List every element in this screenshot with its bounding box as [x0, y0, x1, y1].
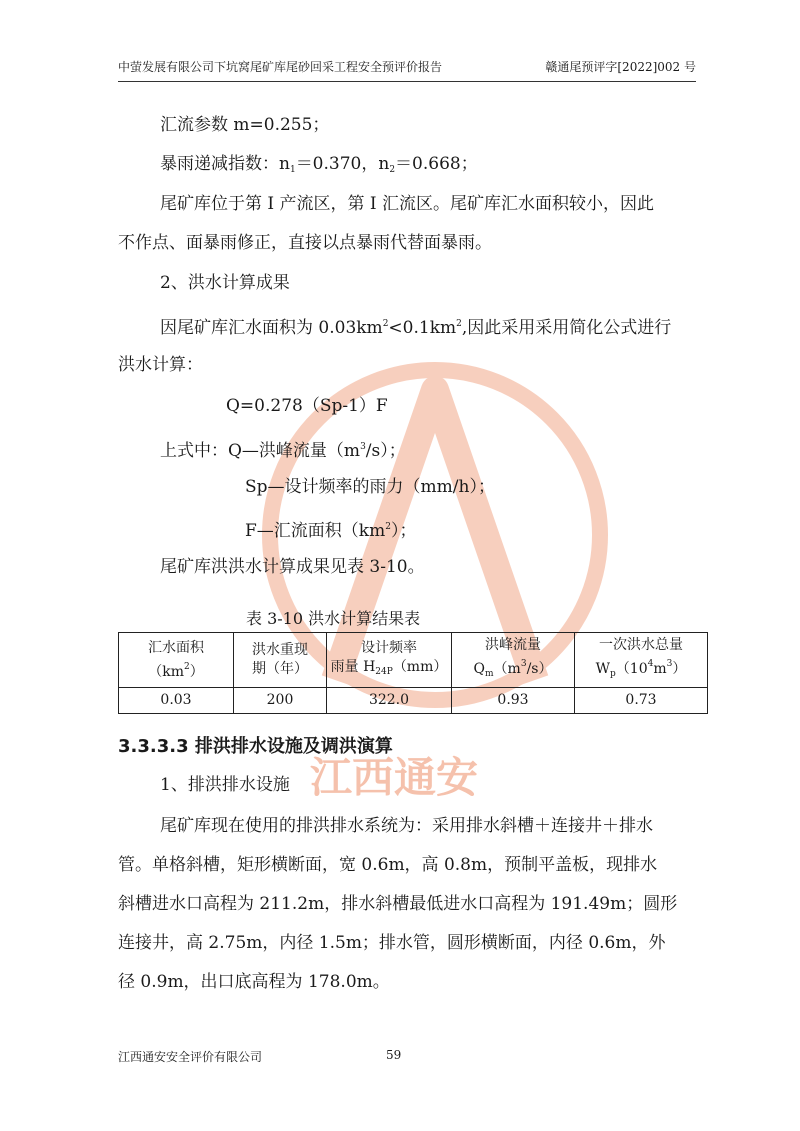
- page-header: [118, 58, 696, 82]
- table-cell: 0.93: [452, 688, 575, 714]
- flood-result-table: [118, 632, 708, 714]
- paragraph: 尾矿库洪洪水计算成果见表 3-10。: [160, 557, 425, 577]
- paragraph: 斜槽进水口高程为 211.2m，排水斜槽最低进水口高程为 191.49m；圆形: [118, 894, 678, 914]
- definition: Sp—设计频率的雨力（mm/h）；: [245, 477, 495, 497]
- paragraph: 管。单格斜槽，矩形横断面，宽 0.6m，高 0.8m，预制平盖板，现排水: [118, 855, 658, 875]
- table-header-cell: 设计频率 雨量 $H_{24P}(mm)$: [327, 633, 452, 688]
- table-header-row: [119, 633, 708, 688]
- paragraph: 洪水计算：: [118, 355, 203, 375]
- table-caption: 表 3-10 洪水计算结果表: [246, 609, 421, 628]
- paragraph: 尾矿库位于第 I 产流区，第 I 汇流区。尾矿库汇水面积较小，因此: [160, 194, 655, 214]
- section-heading: 3.3.3.3 排洪排水设施及调洪演算: [118, 736, 393, 757]
- header-right: 赣通尾预评字[2022]002 号: [545, 60, 696, 74]
- table-header-cell: 洪水重现 期（年）: [234, 633, 327, 688]
- paragraph: 汇流参数 m=0.255；: [160, 115, 330, 135]
- paragraph: 不作点、面暴雨修正，直接以点暴雨代替面暴雨。: [118, 233, 492, 253]
- header-left: 中萤发展有限公司下坑窝尾矿库尾砂回采工程安全预评价报告: [118, 60, 443, 74]
- paragraph: 径 0.9m，出口底高程为 178.0m。: [118, 972, 390, 992]
- definition: F—汇流面积$(km^2)$；: [245, 521, 417, 541]
- watermark-text: 江西通安: [310, 753, 479, 802]
- definition: 上式中：Q—洪峰流量$(m^3/s)$；: [160, 441, 406, 461]
- table-cell: 0.03: [119, 688, 234, 714]
- table-cell: 0.73: [575, 688, 708, 714]
- paragraph: 2、洪水计算成果: [160, 273, 290, 293]
- paragraph: 尾矿库现在使用的排洪排水系统为：采用排水斜槽＋连接井＋排水: [160, 816, 653, 836]
- paragraph: 连接井，高 2.75m，内径 1.5m；排水管，圆形横断面，内径 0.6m，外: [118, 933, 666, 953]
- formula: Q=0.278（Sp-1）F: [226, 396, 388, 416]
- table-header-cell: 一次洪水总量 $W_p(10^4m^3)$: [575, 633, 708, 688]
- table-header-cell: 汇水面积 $(km^2)$: [119, 633, 234, 688]
- page-footer: [118, 1048, 708, 1065]
- table-header-cell: 洪峰流量 $Q_m(m^3/s)$: [452, 633, 575, 688]
- page-number: 59: [386, 1048, 402, 1062]
- paragraph: 因尾矿库汇水面积为 $0.03km^2<0.1km^2$,因此采用采用简化公式进行: [160, 318, 672, 338]
- table-row: [119, 688, 708, 714]
- table-cell: 322.0: [327, 688, 452, 714]
- table-cell: 200: [234, 688, 327, 714]
- paragraph: 1、排洪排水设施: [160, 775, 290, 795]
- paragraph: 暴雨递减指数：$n_1=0.370$，$n_2=0.668$；: [160, 154, 478, 175]
- footer-company: 江西通安安全评价有限公司: [118, 1050, 263, 1064]
